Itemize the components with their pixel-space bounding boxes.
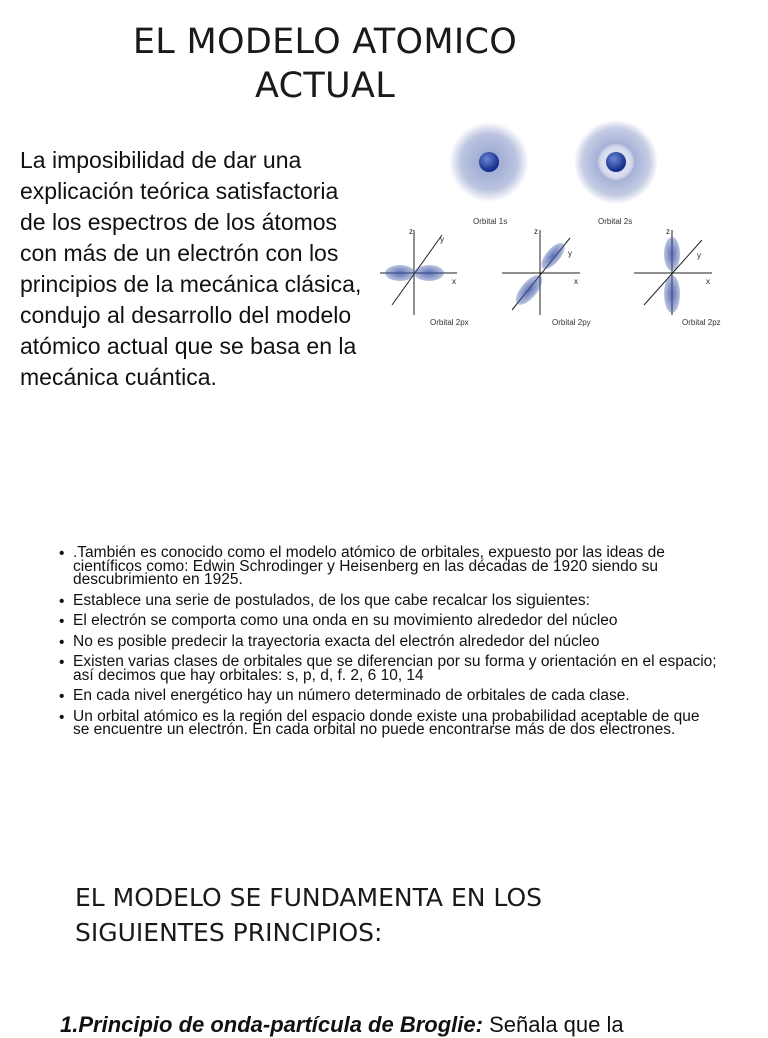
section-heading-line-1: EL MODELO SE FUNDAMENTA EN LOS — [75, 883, 543, 912]
orbital-2px — [380, 227, 469, 327]
orbital-2px-label: Orbital 2px — [430, 318, 469, 327]
list-item-text: Existen varias clases de orbitales que se diferencian por su forma y orientación en el espacio; así decimos que hay orbitales: s, p, d, f. 2, 6 10, 14 — [73, 653, 717, 684]
list-item-text: En cada nivel energético hay un número determinado de orbitales de cada clase. — [73, 687, 630, 704]
bullet-marker: • — [59, 613, 65, 630]
principle-1-text — [60, 1012, 760, 1038]
axis-y-label: y — [440, 235, 444, 244]
list-item — [56, 591, 718, 610]
bullet-marker: • — [59, 592, 65, 610]
axis-z-label: z — [534, 227, 538, 236]
orbital-1s — [449, 122, 529, 226]
axis-x-label: x — [706, 277, 710, 286]
axis-z-label: z — [409, 227, 413, 236]
axis-y-label: y — [568, 249, 572, 258]
list-item — [56, 614, 718, 628]
bullet-marker: • — [59, 654, 65, 671]
orbital-2s-label: Orbital 2s — [598, 217, 633, 226]
section-heading-line-2: SIGUIENTES PRINCIPIOS: — [75, 918, 383, 947]
orbital-2pz-label: Orbital 2pz — [682, 318, 721, 327]
orbitals-figure — [372, 110, 742, 340]
list-item — [56, 632, 718, 651]
section-heading — [75, 880, 635, 950]
bullet-marker: • — [59, 708, 65, 726]
intro-paragraph: La imposibilidad de dar una explicación teórica satisfactoria de los espectros de los átomos con más de un electrón con los principios de la mecánica clásica, condujo al desarrollo del modelo atómico actual que se basa en la mecánica cuántica. — [20, 147, 362, 390]
list-item-text: No es posible predecir la trayectoria exacta del electrón alrededor del núcleo — [73, 632, 600, 650]
list-item — [56, 689, 718, 703]
list-item-text: El electrón se comporta como una onda en su movimiento alrededor del núcleo — [73, 612, 618, 629]
bullet-marker: • — [59, 633, 65, 651]
title-line-2: ACTUAL — [254, 66, 395, 106]
bullet-marker: • — [59, 545, 65, 562]
orbital-2s — [574, 120, 658, 226]
principle-1-body: Señala que la — [482, 1012, 624, 1037]
list-item — [56, 546, 718, 587]
bullet-marker: • — [59, 688, 65, 705]
axis-x-label: x — [452, 277, 456, 286]
list-item — [56, 655, 718, 682]
page-title — [70, 20, 580, 108]
axis-y-label: y — [697, 251, 701, 260]
orbital-2py-label: Orbital 2py — [552, 318, 591, 327]
principle-1-title: 1.Principio de onda-partícula de Broglie: — [60, 1012, 483, 1037]
list-item — [56, 707, 718, 738]
axis-x-label: x — [574, 277, 578, 286]
list-item-text: Establece una serie de postulados, de los que cabe recalcar los siguientes: — [73, 591, 590, 609]
orbitals-illustration — [372, 110, 742, 340]
orbital-2py — [502, 227, 591, 327]
axis-z-label: z — [666, 227, 670, 236]
title-line-1: EL MODELO ATOMICO — [132, 22, 518, 62]
orbital-1s-label: Orbital 1s — [473, 217, 508, 226]
list-item-text: .También es conocido como el modelo atómico de orbitales, expuesto por las ideas de científicos como: Edwin Schrodinger y Heisenberg en las décadas de 1920 siendo su descubrimiento en 1925. — [73, 544, 665, 588]
orbital-2pz — [634, 227, 721, 327]
postulates-list — [56, 546, 718, 744]
list-item-text: Un orbital atómico es la región del espacio donde existe una probabilidad aceptable de que se encuentre un electrón. En cada orbital no puede encontrarse más de dos electrones. — [73, 707, 700, 738]
